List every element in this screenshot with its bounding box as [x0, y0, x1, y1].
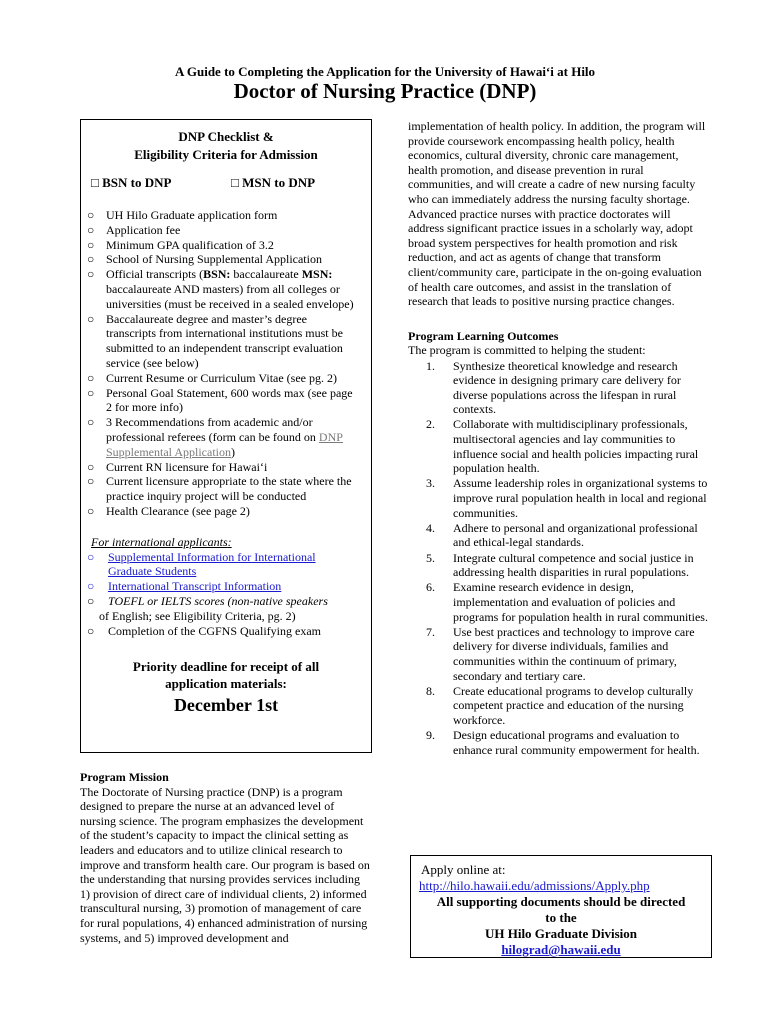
list-item: ○ Current Resume or Curriculum Vitae (see pg. 2) [87, 370, 337, 385]
international-items [81, 550, 371, 639]
circle-bullet-icon: ○ [87, 237, 95, 252]
international-heading: For international applicants: [91, 534, 232, 549]
list-item: ○ Current licensure appropriate to the state where the practice inquiry project will be conducted [87, 474, 352, 504]
circle-bullet-icon: ○ [87, 311, 95, 326]
list-item: ○ Completion of the CGFNS Qualifying exam [87, 623, 321, 638]
checklist-items [81, 208, 371, 519]
list-item: ○ Personal Goal Statement, 600 words max (see page 2 for more info) [87, 385, 353, 415]
outcomes-intro: The program is committed to helping the student: [408, 343, 646, 358]
supporting-docs-to: to the [545, 910, 577, 925]
circle-bullet-icon: ○ [87, 474, 95, 489]
track-options [81, 176, 371, 192]
graduate-email-link[interactable]: hilograd@hawaii.edu [501, 942, 621, 957]
program-mission-text: The Doctorate of Nursing practice (DNP) is a program designed to prepare the nurse at an advanced level of nursing science. The program emphasizes the development of the student’s capacity to impact the clinical setting as leaders and educators and to utilize clinical research to improve and transform health care. Our program is based on the understanding that nursing provides services including 1) provision of direct care of individual clients, 2) informed transcultural nursing, 3) promotion of management of care for rural populations, 4) enhanced administration of nursing systems, and 5) improved development and [80, 784, 370, 945]
program-learning-outcomes-heading: Program Learning Outcomes [408, 328, 559, 343]
circle-bullet-icon: ○ [87, 415, 95, 430]
apply-online-box [410, 855, 712, 958]
program-mission-heading: Program Mission [80, 770, 169, 784]
list-item: ○ Minimum GPA qualification of 3.2 [87, 237, 274, 252]
right-column [408, 119, 708, 757]
list-item: 7. Use best practices and technology to improve care delivery for diverse individuals, families and communities within the continuum of primary, secondary and tertiary care. [426, 624, 695, 683]
circle-bullet-icon: ○ [87, 252, 95, 267]
priority-deadline-text: Priority deadline for receipt of all application materials: [132, 659, 320, 692]
circle-bullet-icon: ○ [87, 579, 95, 594]
list-item-recommendations: ○ 3 Recommendations from academic and/or professional referees (form can be found on DNP Supplemental Application) [87, 415, 343, 459]
circle-bullet-icon: ○ [87, 549, 95, 564]
list-item: 8. Create educational programs to develop culturally competent practice and education of the nursing workforce. [426, 683, 694, 727]
dnp-supplemental-application-link[interactable]: DNP Supplemental Application [106, 429, 343, 459]
checklist-title-line2: Eligibility Criteria for Admission [134, 147, 318, 162]
circle-bullet-icon: ○ [87, 385, 95, 400]
list-item: ○ Baccalaureate degree and master’s degree transcripts from international institutions must be submitted to an independent transcript evaluation service (see below) [87, 311, 343, 370]
supporting-docs-text: All supporting documents should be directed [436, 894, 686, 909]
checklist-title [81, 128, 371, 164]
list-item: 1. Synthesize theoretical knowledge and research evidence in designing primary care delivery for diverse populations across the lifespan in rural contexts. [426, 358, 681, 417]
apply-url-link[interactable]: http://hilo.hawaii.edu/admissions/Apply.php [419, 878, 650, 893]
list-item: 9. Design educational programs and evaluation to enhance rural community empowerment for health. [426, 728, 700, 757]
list-item: ○ School of Nursing Supplemental Application [87, 252, 322, 267]
list-item: 2. Collaborate with multidisciplinary professionals, multisectoral agencies and lay communities to influence social and health policies impacting rural population health. [426, 417, 699, 476]
circle-bullet-icon: ○ [87, 623, 95, 638]
apply-online-label: Apply online at: [421, 862, 506, 877]
program-mission-continued: implementation of health policy. In addition, the program will provide coursework encompassing health policy, health economics, cultural diversity, chronic care management, health promotion, and disease prevention in rural communities, and will create a cadre of new nursing faculty who can immediately address the nursing faculty shortage. Advanced practice nurses with practice doctorates will address significant practice issues in a scholarly way, adopt broad system perspectives for health promotion and risk reduction, and act as agents of change that transform client/community care, participate in the on-going evaluation of health care outcomes, and assist in the translation of research that leads to positive nursing practice changes. [408, 119, 706, 309]
list-item: 4. Adhere to personal and organizational professional and ethical-legal standards. [426, 520, 698, 550]
outcomes-list [408, 359, 708, 758]
international-transcript-link[interactable]: International Transcript Information [108, 579, 282, 594]
circle-bullet-icon: ○ [87, 208, 95, 222]
circle-bullet-icon: ○ [87, 267, 95, 282]
circle-bullet-icon: ○ [87, 593, 95, 608]
list-item-toefl: ○ TOEFL or IELTS scores (non-native speakers of English; see Eligibility Criteria, pg. 2) [87, 593, 328, 623]
document-title: Doctor of Nursing Practice (DNP) [233, 79, 537, 103]
document-subtitle: A Guide to Completing the Application for the University of Hawai‘i at Hilo [174, 64, 596, 79]
msn-to-dnp-checkbox[interactable]: □ MSN to DNP [231, 175, 316, 190]
graduate-division-name: UH Hilo Graduate Division [484, 926, 638, 941]
checklist-title-line1: DNP Checklist & [178, 129, 274, 144]
list-item-transcripts: ○ Official transcripts (BSN: baccalaureate MSN: baccalaureate AND masters) from all colleges or universities (must be received in a sealed envelope) [87, 267, 354, 311]
checklist-box [80, 119, 372, 753]
list-item [81, 550, 371, 580]
list-item: ○ Current RN licensure for Hawai‘i [87, 459, 268, 474]
circle-bullet-icon: ○ [87, 222, 95, 237]
list-item: ○ UH Hilo Graduate application form [87, 208, 278, 222]
circle-bullet-icon: ○ [87, 370, 95, 385]
bsn-to-dnp-checkbox[interactable]: □ BSN to DNP [91, 175, 172, 190]
circle-bullet-icon: ○ [87, 503, 95, 518]
program-mission [80, 770, 370, 945]
list-item [81, 579, 371, 594]
supplemental-info-international-link[interactable]: Supplemental Information for International Graduate Students [108, 549, 316, 579]
list-item: ○ Application fee [87, 222, 181, 237]
circle-bullet-icon: ○ [87, 459, 95, 474]
list-item: ○ Health Clearance (see page 2) [87, 503, 250, 518]
deadline-date: December 1st [173, 695, 279, 716]
list-item: 5. Integrate cultural competence and social justice in addressing health disparities in rural populations. [426, 550, 694, 580]
list-item: 6. Examine research evidence in design, implementation and evaluation of policies and programs for population health in rural communities. [426, 580, 708, 624]
list-item: 3. Assume leadership roles in organizational systems to improve rural population health in local and regional communities. [426, 476, 708, 520]
